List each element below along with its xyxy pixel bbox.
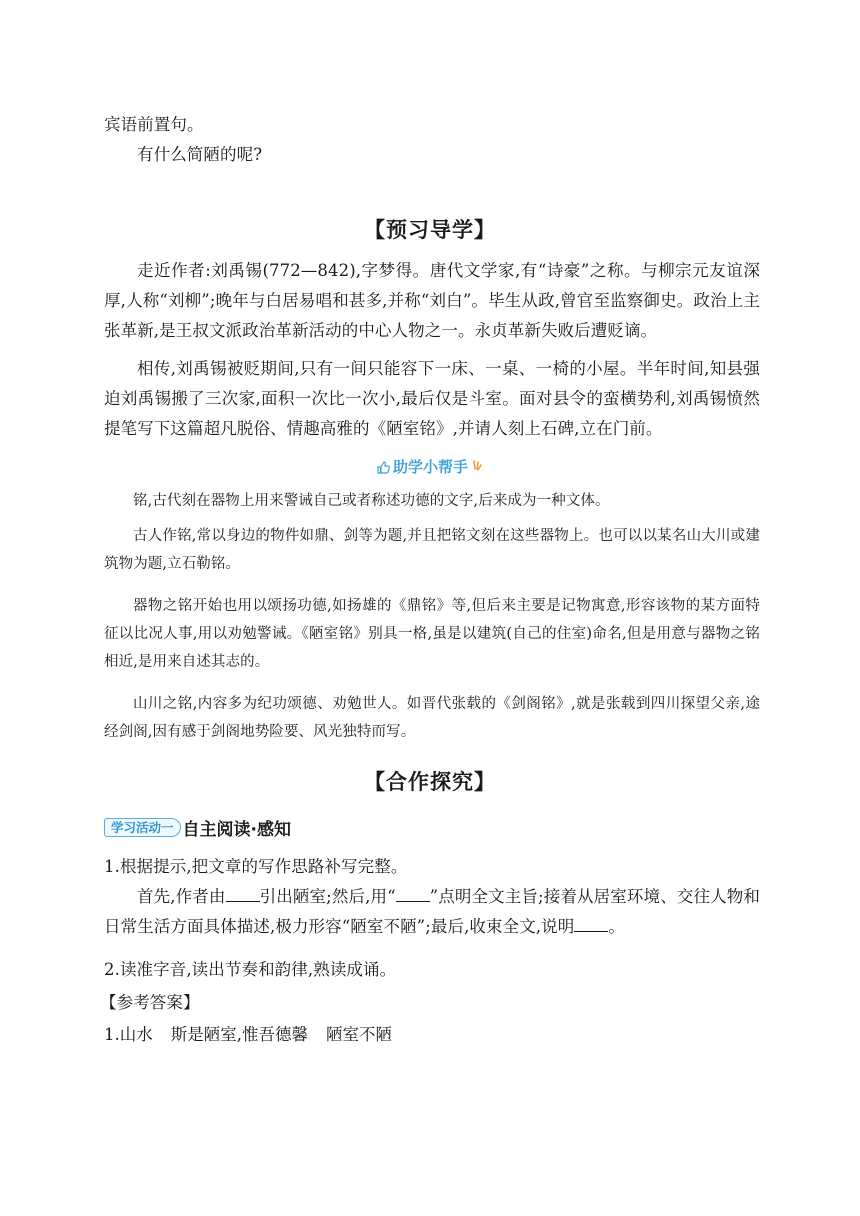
answer-row (104, 1020, 392, 1050)
activity-badge: 学习活动一 (104, 818, 181, 837)
helper-banner (0, 456, 860, 478)
question-1: 1.根据提示,把文章的写作思路补写完整。 (104, 857, 408, 876)
q1-text-part-4: 。 (608, 917, 625, 936)
q1-text-part-2: 引出陋室;然后,用“ (259, 887, 396, 906)
helper-title: 助学小帮手 (392, 458, 468, 476)
helper-paragraph-4: 山川之铭,内容多为纪功颂德、劝勉世人。如晋代张载的《剑阁铭》,就是张载到四川探望父亲,途经剑阁,因有感于剑阁地势险要、风光独特而写。 (104, 696, 760, 740)
activity-header (104, 812, 291, 842)
helper-paragraph-3: 器物之铭开始也用以颂扬功德,如扬雄的《鼎铭》等,但后来主要是记物寓意,形容该物的某方面特征以比况人事,用以劝勉警诫。《陋室铭》别具一格,虽是以建筑(自己的住室)命名,但是用意与器物之铭相近,是用来自述其志的。 (104, 598, 760, 670)
helper-paragraph-1: 铭,古代刻在器物上用来警诫自己或者称述功德的文字,后来成为一种文体。 (133, 493, 610, 509)
activity-title: 自主阅读·感知 (182, 819, 291, 840)
answer-1: 山水 (119, 1025, 153, 1044)
fill-blank-2[interactable] (396, 883, 430, 902)
answer-label: 【参考答案】 (100, 993, 200, 1012)
author-paragraph: 走近作者:刘禹锡(772—842),字梦得。唐代文学家,有“诗豪”之称。与柳宗元友谊深厚,人称“刘柳”;晚年与白居易唱和甚多,并称“刘白”。毕生从政,曾官至监察御史。政治上主张革新,是王叔文派政治革新活动的中心人物之一。永贞革新失败后遭贬谪。 (104, 261, 760, 340)
helper-paragraph-2: 古人作铭,常以身边的物件如鼎、剑等为题,并且把铭文刻在这些器物上。也可以以某名山大川或建筑物为题,立石勒铭。 (104, 528, 760, 572)
fill-blank-3[interactable] (574, 913, 608, 932)
intro-line-1: 宾语前置句。 (104, 115, 204, 134)
section-heading-preview: 【预习导学】 (364, 218, 496, 242)
answer-number: 1. (104, 1025, 120, 1044)
intro-line-2: 有什么简陋的呢? (137, 145, 263, 164)
answer-2: 斯是陋室,惟吾德馨 (170, 1025, 308, 1044)
thumbs-up-icon (377, 460, 390, 473)
question-2: 2.读准字音,读出节奏和韵律,熟读成诵。 (104, 960, 397, 979)
question-1-text (104, 882, 760, 942)
sparkle-icon (471, 460, 483, 474)
q1-text-part-1: 首先,作者由 (137, 887, 226, 906)
fill-blank-1[interactable] (226, 883, 260, 902)
section-heading-cooperate: 【合作探究】 (364, 770, 496, 794)
answer-3: 陋室不陋 (326, 1025, 392, 1044)
background-paragraph: 相传,刘禹锡被贬期间,只有一间只能容下一床、一桌、一椅的小屋。半年时间,知县强迫刘禹锡搬了三次家,面积一次比一次小,最后仅是斗室。面对县令的蛮横势利,刘禹锡愤然提笔写下这篇超凡脱俗、情趣高雅的《陋室铭》,并请人刻上石碑,立在门前。 (104, 359, 760, 438)
q1-text-part-3: ”点明全文主旨;接着从居室环境、交往人物和日常生活方面具体描述,极力形容“陋室不陋”;最后,收束全文,说明 (104, 887, 760, 936)
